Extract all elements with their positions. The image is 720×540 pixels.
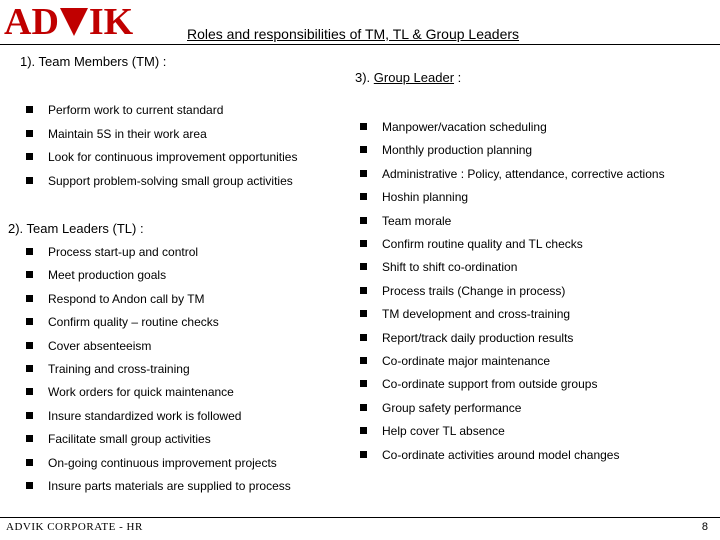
group-leader-bullet-icon xyxy=(360,357,367,364)
group-leader-bullet-icon xyxy=(360,193,367,200)
header-divider xyxy=(0,44,720,45)
group-leader-item: Hoshin planning xyxy=(382,190,469,205)
group-leader-item: Co-ordinate major maintenance xyxy=(382,354,551,368)
group-leader-item: TM development and cross-training xyxy=(382,307,571,322)
team-leader-bullet-icon xyxy=(26,412,33,419)
team-leader-item: On-going continuous improvement projects xyxy=(48,455,277,470)
team-leader-item: Process start-up and control xyxy=(48,245,199,259)
group-leader-item: Report/track daily production results xyxy=(382,330,574,345)
group-leader-item: Administrative : Policy, attendance, corrective actions xyxy=(382,166,665,181)
group-leader-item: Confirm routine quality and TL checks xyxy=(382,237,583,251)
team-leader-item: Respond to Andon call by TM xyxy=(48,291,205,306)
group-leader-bullet-icon xyxy=(360,334,367,341)
team-leader-bullet-icon xyxy=(26,365,33,372)
logo-text-prefix: AD xyxy=(4,1,59,43)
team-leader-item: Cover absenteeism xyxy=(48,338,152,353)
group-leader-item: Team morale xyxy=(382,213,452,228)
team-member-item: Support problem-solving small group activities xyxy=(48,173,293,188)
group-leader-bullet-icon xyxy=(360,380,367,387)
team-leader-item: Work orders for quick maintenance xyxy=(48,385,234,400)
group-leader-bullet-icon xyxy=(360,427,367,434)
team-leader-item: Insure parts materials are supplied to process xyxy=(48,479,291,493)
group-leader-heading-prefix: 3). xyxy=(355,70,374,85)
team-leader-bullet-icon xyxy=(26,435,33,442)
team-leader-item: Training and cross-training xyxy=(48,362,190,376)
team-member-item: Look for continuous improvement opportunities xyxy=(48,150,298,164)
team-member-item: Maintain 5S in their work area xyxy=(48,126,207,141)
group-leader-bullet-icon xyxy=(360,123,367,130)
team-members-heading: 1). Team Members (TM) : xyxy=(20,54,167,69)
team-leader-item: Insure standardized work is followed xyxy=(48,408,242,423)
page-title: Roles and responsibilities of TM, TL & Group Leaders xyxy=(187,26,520,42)
group-leader-bullet-icon xyxy=(360,217,367,224)
logo-text-suffix: IK xyxy=(88,1,134,43)
team-leader-bullet-icon xyxy=(26,318,33,325)
logo-triangle-icon xyxy=(59,2,89,42)
team-leader-bullet-icon xyxy=(26,295,33,302)
page-number: 8 xyxy=(701,521,708,533)
team-leader-bullet-icon xyxy=(26,482,33,489)
group-leader-heading-suffix: : xyxy=(454,70,462,85)
group-leader-bullet-icon xyxy=(360,170,367,177)
team-leader-bullet-icon xyxy=(26,459,33,466)
team-leader-item: Facilitate small group activities xyxy=(48,432,211,447)
team-member-bullet-icon xyxy=(26,130,33,137)
team-leader-bullet-icon xyxy=(26,342,33,349)
team-member-bullet-icon xyxy=(26,177,33,184)
group-leader-bullet-icon xyxy=(360,240,367,247)
team-member-bullet-icon xyxy=(26,153,33,160)
team-leader-bullet-icon xyxy=(26,271,33,278)
group-leader-item: Shift to shift co-ordination xyxy=(382,260,518,275)
group-leader-heading-label: Group Leader xyxy=(373,70,455,85)
group-leader-heading xyxy=(355,70,461,85)
group-leader-item: Manpower/vacation scheduling xyxy=(382,120,547,134)
team-leader-bullet-icon xyxy=(26,248,33,255)
group-leader-item: Process trails (Change in process) xyxy=(382,283,566,298)
group-leader-item: Co-ordinate support from outside groups xyxy=(382,377,598,392)
group-leader-item: Group safety performance xyxy=(382,400,522,415)
team-member-bullet-icon xyxy=(26,106,33,113)
footer-divider xyxy=(0,517,720,518)
group-leader-bullet-icon xyxy=(360,310,367,317)
footer-label: ADVIK CORPORATE - HR xyxy=(6,521,143,533)
team-leader-bullet-icon xyxy=(26,388,33,395)
team-leader-item: Meet production goals xyxy=(48,268,167,283)
group-leader-bullet-icon xyxy=(360,146,367,153)
team-member-item: Perform work to current standard xyxy=(48,103,224,117)
team-leaders-heading: 2). Team Leaders (TL) : xyxy=(8,221,144,236)
group-leader-item: Help cover TL absence xyxy=(382,424,505,439)
group-leader-item: Co-ordinate activities around model changes xyxy=(382,447,620,462)
group-leader-bullet-icon xyxy=(360,263,367,270)
group-leader-bullet-icon xyxy=(360,451,367,458)
group-leader-bullet-icon xyxy=(360,404,367,411)
advik-logo xyxy=(4,2,133,42)
group-leader-bullet-icon xyxy=(360,287,367,294)
group-leader-item: Monthly production planning xyxy=(382,143,533,158)
team-leader-item: Confirm quality – routine checks xyxy=(48,315,219,330)
